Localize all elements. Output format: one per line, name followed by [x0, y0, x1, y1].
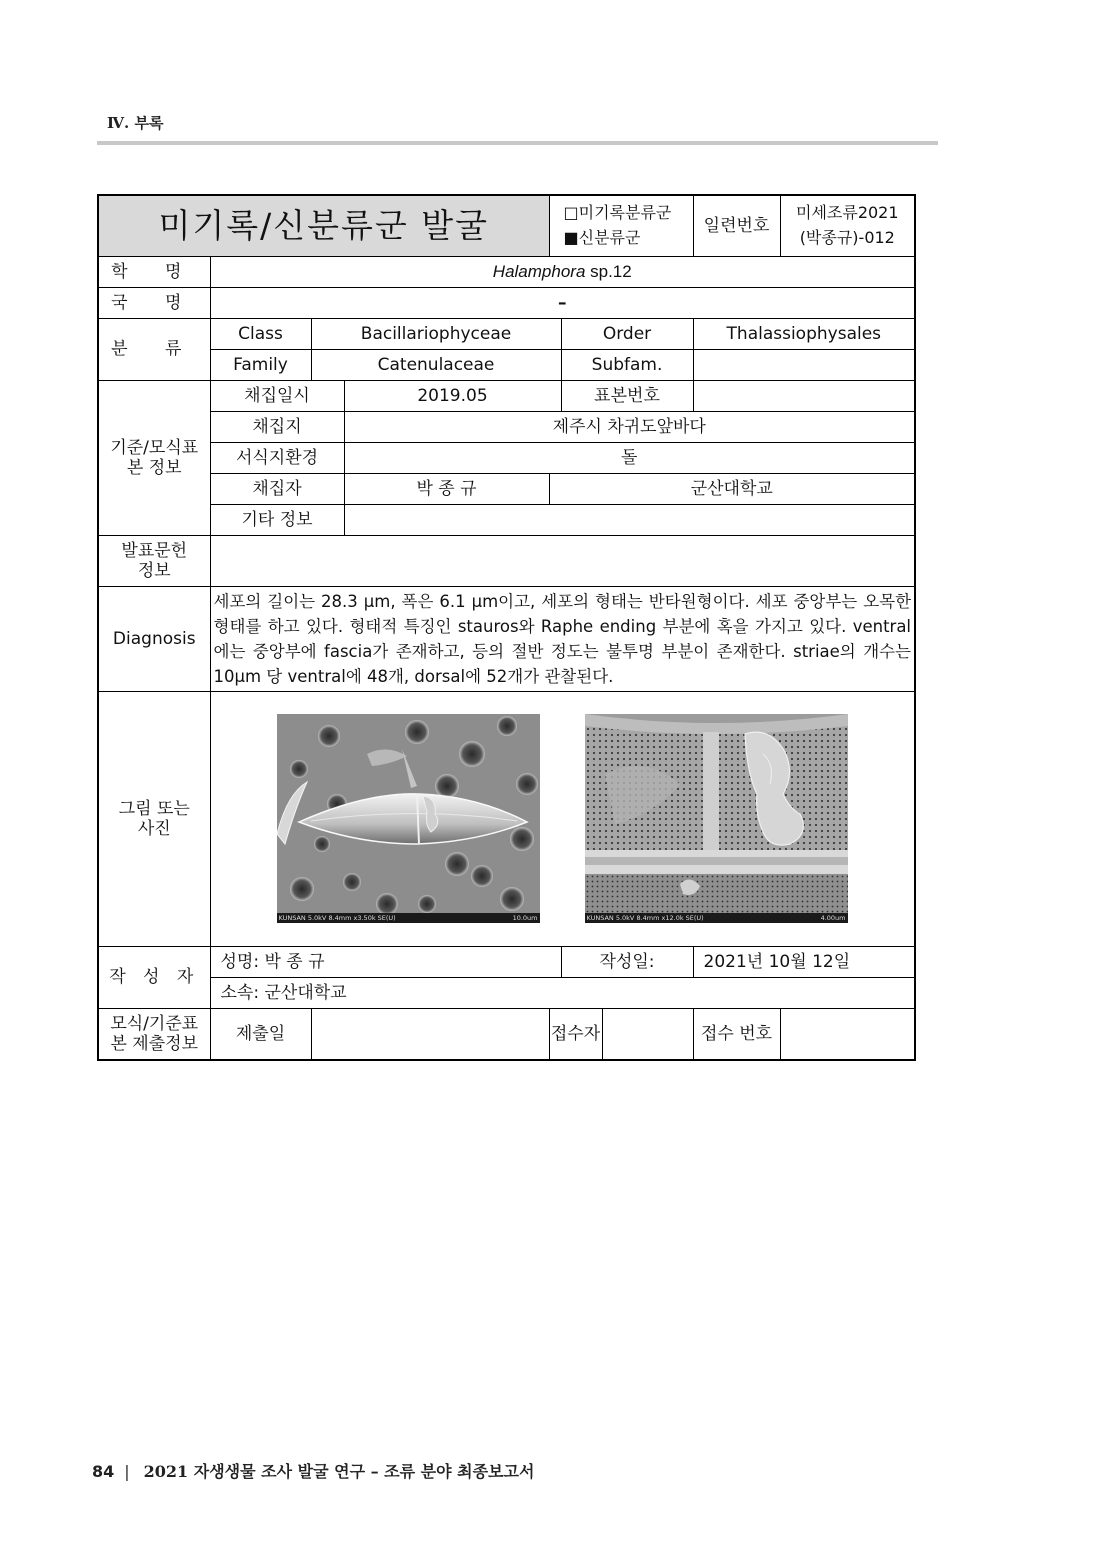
header-rule — [97, 141, 938, 145]
specimen-info-label-line2: 본 정보 — [126, 458, 182, 478]
order-label: Order — [561, 319, 693, 350]
publication-label-line2: 정보 — [137, 561, 171, 581]
footer-separator: | — [124, 1462, 130, 1481]
sem-photo-1-infobar — [277, 913, 540, 923]
written-date-value: 2021년 10월 12일 — [693, 947, 915, 978]
collection-date-label: 채집일시 — [210, 381, 344, 412]
author-affiliation: 소속: 군산대학교 — [210, 978, 915, 1009]
figure-cell — [210, 692, 915, 947]
running-head: Ⅳ. 부록 — [107, 114, 164, 132]
sem-photo-2-infobar — [585, 913, 848, 923]
sem-photo-2-info: KUNSAN 5.0kV 8.4mm x12.0k SE(U) — [586, 914, 704, 922]
receipt-number-label: 접수 번호 — [693, 1009, 780, 1061]
serial-value-line1: 미세조류2021 — [796, 203, 899, 223]
serial-value-line2: (박종규)-012 — [799, 228, 895, 247]
habitat-value: 돌 — [344, 443, 915, 474]
species-epithet: sp.12 — [585, 261, 632, 281]
page-footer — [92, 1459, 534, 1482]
submission-date-label: 제출일 — [210, 1009, 311, 1061]
scientific-name-label — [98, 257, 210, 288]
sem-photo-1-scale: 10.0um — [512, 914, 538, 922]
collector-affiliation: 군산대학교 — [549, 474, 915, 505]
korean-name-value: – — [210, 288, 915, 319]
sem-photo-whole-cell — [277, 714, 540, 923]
class-value: Bacillariophyceae — [311, 319, 561, 350]
receipt-number-value — [780, 1009, 915, 1061]
scientific-name-label-text: 학 명 — [111, 261, 198, 282]
collection-site-label: 채집지 — [210, 412, 344, 443]
submission-label — [98, 1009, 210, 1061]
other-info-label: 기타 정보 — [210, 505, 344, 536]
order-value: Thalassiophysales — [693, 319, 915, 350]
family-label: Family — [210, 350, 311, 381]
written-date-label: 작성일: — [561, 947, 693, 978]
collector-label: 채집자 — [210, 474, 344, 505]
figure-label-line1: 그림 또는 — [118, 798, 190, 819]
publication-label-line1: 발표문헌 — [121, 540, 188, 561]
subfamily-label: Subfam. — [561, 350, 693, 381]
report-title: 2021 자생생물 조사 발굴 연구 – 조류 분야 최종보고서 — [143, 1462, 535, 1481]
diagnosis-text: 세포의 길이는 28.3 μm, 폭은 6.1 μm이고, 세포의 형태는 반타원형이다. 세포 중앙부는 오목한 형태를 하고 있다. 형태적 특징인 stauros와 Raphe ending 부분에 혹을 가지고 있다. ventral에는 중앙부에 fascia가 존재하고, 등의 절반 정도는 불투명 부분이 존재한다. striae의 개수는 10μm 당 ventral에 48개, dorsal에 52개가 관찰된다. — [210, 587, 915, 692]
other-info-value — [344, 505, 915, 536]
discovery-form — [97, 194, 916, 1061]
sem-photo-detail — [585, 714, 848, 923]
taxon-type-checks — [549, 195, 693, 257]
korean-name-label — [98, 288, 210, 319]
author-label: 작 성 자 — [98, 947, 210, 1009]
subfamily-value — [693, 350, 915, 381]
sem-photo-2-scale: 4.00um — [820, 914, 846, 922]
collection-site-value: 제주시 차귀도앞바다 — [344, 412, 915, 443]
collection-date-value: 2019.05 — [344, 381, 561, 412]
habitat-label: 서식지환경 — [210, 443, 344, 474]
publication-value — [210, 536, 915, 587]
form-title: 미기록/신분류군 발굴 — [98, 195, 549, 257]
specimen-info-label — [98, 381, 210, 536]
diagnosis-label: Diagnosis — [98, 587, 210, 692]
family-value: Catenulaceae — [311, 350, 561, 381]
specimen-number-label: 표본번호 — [561, 381, 693, 412]
receiver-cell — [549, 1009, 693, 1061]
submission-label-line1: 모식/기준표 — [110, 1013, 199, 1034]
receiver-label: 접수자 — [550, 1009, 603, 1059]
class-label: Class — [210, 319, 311, 350]
submission-date-value — [311, 1009, 549, 1061]
genus-name: Halamphora — [492, 261, 586, 281]
classification-label — [98, 319, 210, 381]
figure-label — [98, 692, 210, 947]
serial-value — [780, 195, 915, 257]
serial-label: 일련번호 — [693, 195, 780, 257]
checkbox-new-taxon[interactable]: ■신분류군 — [563, 228, 641, 247]
submission-label-line2: 본 제출정보 — [110, 1034, 198, 1054]
classification-label-text: 분 류 — [111, 339, 198, 360]
specimen-number-value — [693, 381, 915, 412]
korean-name-label-text: 국 명 — [111, 292, 198, 313]
page-number: 84 — [92, 1462, 115, 1481]
sem-photo-1-info: KUNSAN 5.0kV 8.4mm x3.50k SE(U) — [278, 914, 396, 922]
checkbox-unrecorded[interactable]: □미기록분류군 — [563, 203, 672, 223]
publication-label — [98, 536, 210, 587]
author-name: 성명: 박 종 규 — [210, 947, 561, 978]
specimen-info-label-line1: 기준/모식표 — [110, 437, 199, 458]
figure-label-line2: 사진 — [137, 819, 171, 839]
collector-value: 박 종 규 — [344, 474, 549, 505]
scientific-name-value — [210, 257, 915, 288]
